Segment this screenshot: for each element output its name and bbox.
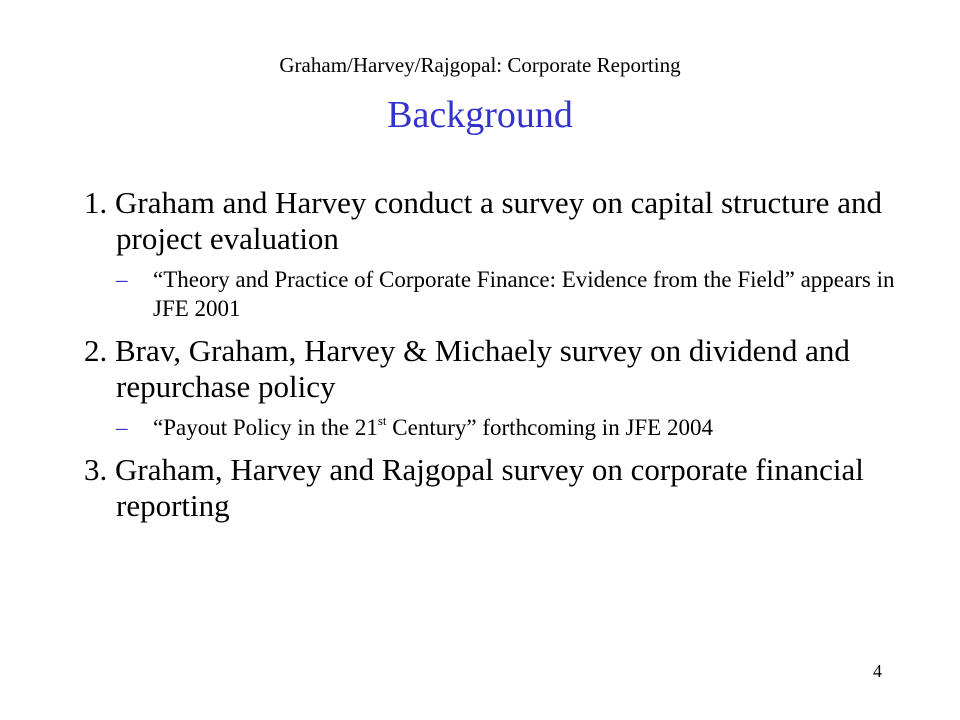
page-number: 4 bbox=[873, 661, 882, 681]
dash-bullet-icon: – bbox=[116, 267, 128, 292]
bullet-item-2: 2. Brav, Graham, Harvey & Michaely survey on dividend and repurchase policy bbox=[84, 333, 850, 404]
bullet-item-1: 1. Graham and Harvey conduct a survey on capital structure and project evaluation bbox=[84, 185, 882, 256]
sub-bullet-1-text: “Theory and Practice of Corporate Finance: Evidence from the Field” appears in JFE 2001 bbox=[153, 267, 895, 321]
slide-header: Graham/Harvey/Rajgopal: Corporate Reporting bbox=[279, 53, 681, 77]
bullet-item-3: 3. Graham, Harvey and Rajgopal survey on corporate financial reporting bbox=[84, 452, 864, 523]
slide-title: Background bbox=[387, 94, 573, 136]
sub-bullet-2-text-after: Century” forthcoming in JFE 2004 bbox=[386, 415, 713, 440]
sub-bullet-2-text-before: “Payout Policy in the 21 bbox=[153, 415, 378, 440]
dash-bullet-icon: – bbox=[116, 415, 128, 440]
bullet-list bbox=[84, 185, 934, 534]
ordinal-superscript: st bbox=[377, 413, 387, 428]
sub-bullet-2 bbox=[116, 413, 934, 442]
sub-bullet-1 bbox=[116, 265, 934, 323]
